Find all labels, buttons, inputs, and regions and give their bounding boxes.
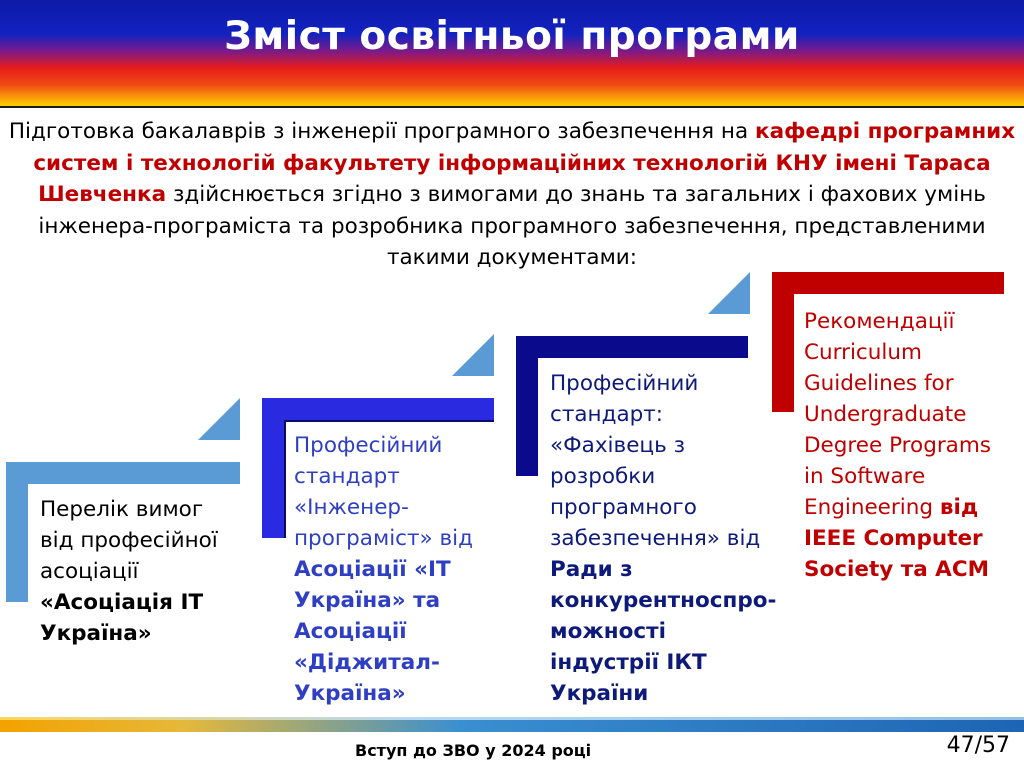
step-2-plain: Професійний стандарт «Інженер-програміст» від — [294, 433, 474, 551]
step-4-plain: Рекомендації Curriculum Guidelines for Undergraduate Degree Programs in Software Engineering — [804, 309, 992, 520]
page-title: Зміст освітньої програми — [224, 14, 800, 59]
footer-stripe — [0, 720, 1024, 732]
step-1-arrow — [198, 398, 240, 440]
step-4-text — [804, 306, 1004, 585]
page-number: 47/57 — [946, 733, 1010, 758]
intro-text-end: здійснюється згідно з вимогами до знань та загальних і фахових умінь інженера-програміста та розробника програмного забезпечення, представленими такими документами: — [38, 182, 986, 270]
step-4-bold: від IEEE Computer Society та ACM — [804, 495, 989, 582]
title-banner — [0, 0, 1024, 108]
step-1-plain: Перелік вимог від професійної асоціації — [40, 497, 218, 584]
step-1-bold: «Асоціація ІТ Україна» — [40, 590, 204, 646]
step-2-bold: Асоціації «ІТ Україна» та Асоціації «Діджитал-Україна» — [294, 557, 451, 706]
step-3-text — [550, 368, 777, 709]
step-2-text — [294, 430, 494, 709]
step-3-plain: Професійний стандарт: «Фахівець з розробки програмного забезпечення» від — [550, 371, 761, 551]
step-2-arrow — [452, 334, 494, 376]
intro-text-start: Підготовка бакалаврів з інженерії програмного забезпечення на — [8, 119, 755, 144]
step-3-bold: Ради з конкурентноспро-можності індустрії ІКТ України — [550, 557, 777, 706]
step-1-text — [40, 494, 240, 649]
intro-department: кафедрі програмних систем і технологій факультету інформаційних технологій КНУ імені Тараса Шевченка — [33, 119, 1016, 207]
step-3-arrow — [708, 272, 750, 314]
footer-label: Вступ до ЗВО у 2024 році — [355, 741, 592, 760]
intro-paragraph — [8, 116, 1016, 274]
